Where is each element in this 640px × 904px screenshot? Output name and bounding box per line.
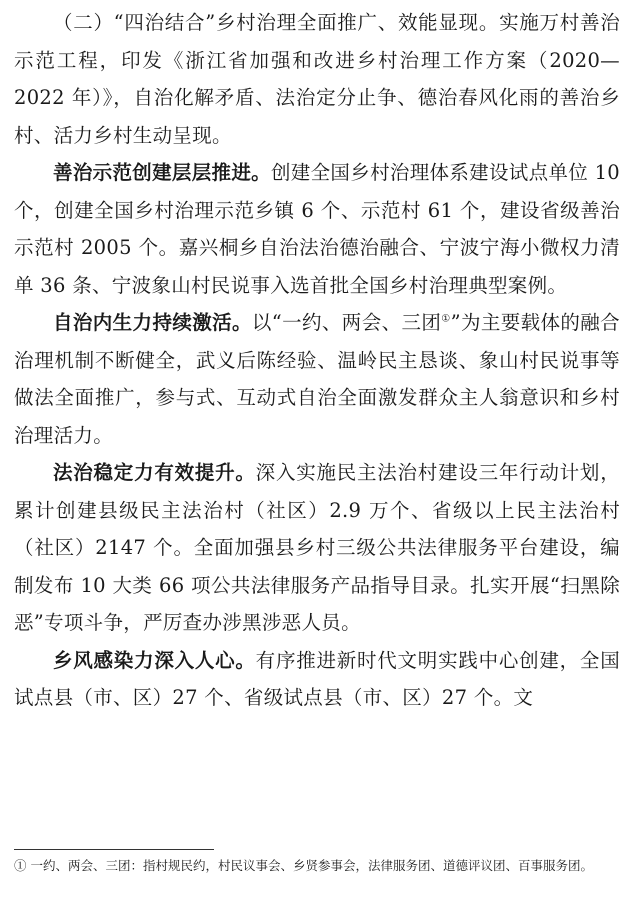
paragraph-2-text: 创建全国乡村治理体系建设试点单位 10 个，创建全国乡村治理示范乡镇 6 个、示范村 61 个，建设省级善治示范村 2005 个。嘉兴桐乡自治法治德治融合、宁波宁海小微权力清单 36 条、宁波象山村民说事入选首批全国乡村治理典型案例。 bbox=[14, 161, 620, 297]
paragraph-5-heading: 乡风感染力深入人心。 bbox=[53, 648, 256, 672]
paragraph-3-heading: 自治内生力持续激活。 bbox=[53, 311, 252, 334]
paragraph-3 bbox=[14, 304, 620, 454]
paragraph-5 bbox=[14, 642, 620, 717]
paragraph-2-heading: 善治示范创建层层推进。 bbox=[53, 161, 271, 184]
paragraph-1-text: （二）“四治结合”乡村治理全面推广、效能显现。实施万村善治示范工程，印发《浙江省加强和改进乡村治理工作方案（2020—2022 年）》，自治化解矛盾、法治定分止争、德治春风化雨的善治乡村、活力乡村生动呈现。 bbox=[14, 11, 620, 147]
footnote-divider bbox=[14, 849, 214, 850]
footnote: ① 一约、两会、三团：指村规民约，村民议事会、乡贤参事会，法律服务团、道德评议团、百事服务团。 bbox=[14, 858, 593, 873]
paragraph-4-text: 深入实施民主法治村建设三年行动计划，累计创建县级民主法治村（社区）2.9 万个、省级以上民主法治村（社区）2147 个。全面加强县乡村三级公共法律服务平台建设，编制发布 10 大类 66 项公共法律服务产品指导目录。扎实开展“扫黑除恶”专项斗争，严厉查办涉黑涉恶人员。 bbox=[14, 461, 620, 634]
footnote-marker: ① bbox=[441, 313, 451, 325]
body-text bbox=[14, 4, 620, 717]
paragraph-4-heading: 法治稳定力有效提升。 bbox=[53, 461, 256, 484]
paragraph-2 bbox=[14, 154, 620, 304]
paragraph-3-text: ”为主要载体的融合治理机制不断健全，武义后陈经验、温岭民主恳谈、象山村民说事等做法全面推广，参与式、互动式自治全面激发群众主人翁意识和乡村治理活力。 bbox=[14, 311, 620, 447]
paragraph-4 bbox=[14, 454, 620, 642]
paragraph-3-text-before: 以“一约、两会、三团 bbox=[251, 311, 442, 334]
paragraph-1 bbox=[14, 4, 620, 154]
paragraph-5-text: 有序推进新时代文明实践中心创建，全国试点县（市、区）27 个、省级试点县（市、区）27 个。文 bbox=[14, 648, 620, 709]
